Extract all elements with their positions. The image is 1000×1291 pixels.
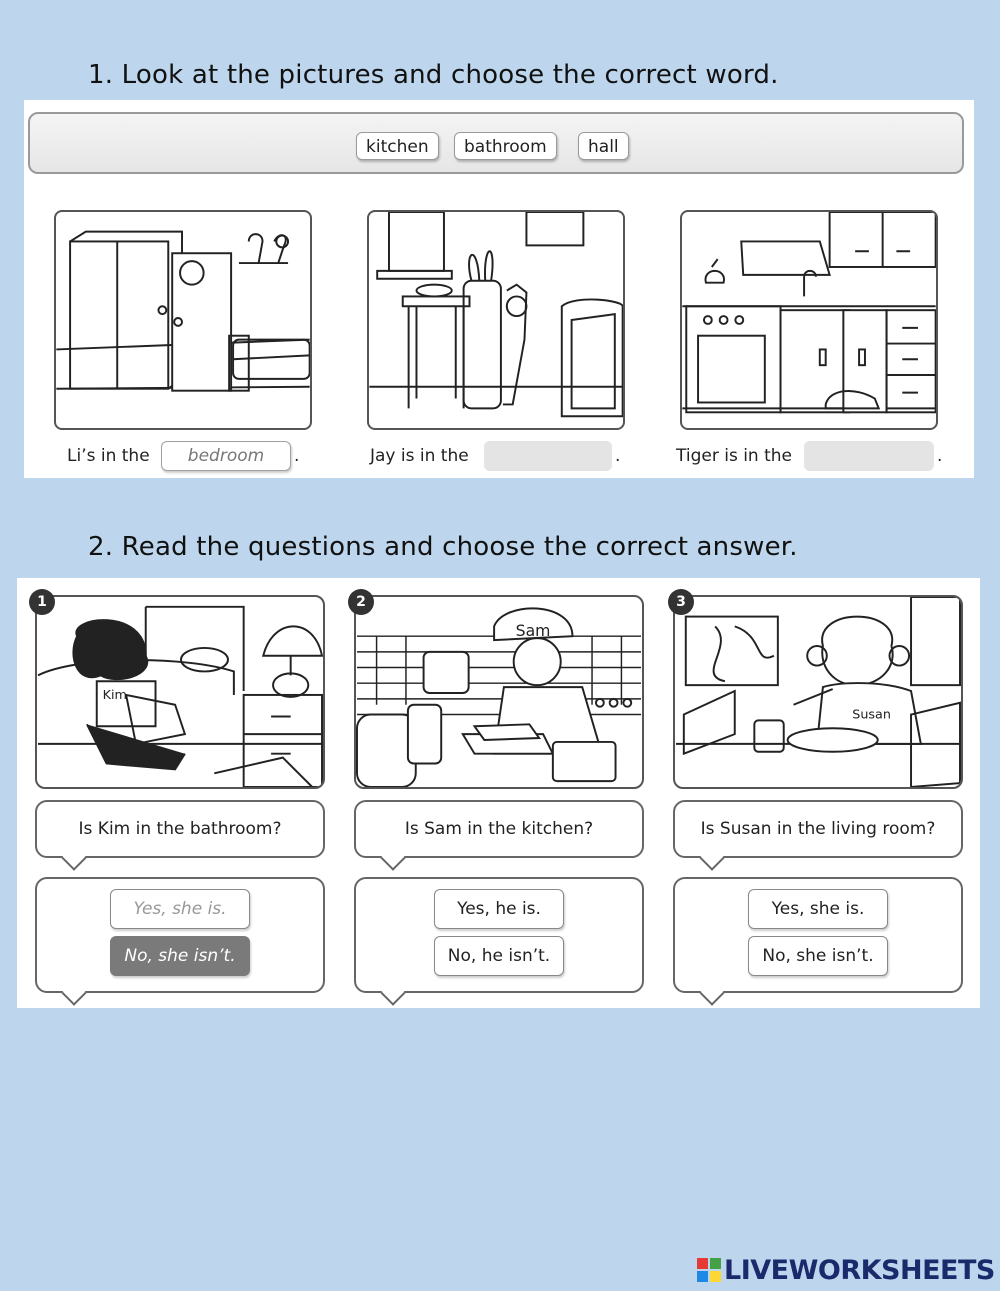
bubble-tail — [61, 980, 86, 1005]
answer-option-no-3[interactable]: No, she isn’t. — [748, 936, 888, 976]
shirt-label-kim: Kim — [102, 687, 127, 703]
susan-eating-illustration — [675, 597, 961, 787]
brand-name: LIVEWORKSHEETS — [724, 1255, 995, 1286]
scene-sam-kitchen — [354, 595, 644, 789]
section2-heading: 2. Read the questions and choose the correct answer. — [88, 532, 798, 562]
bedroom-illustration — [56, 212, 310, 428]
section1-heading: 1. Look at the pictures and choose the correct word. — [88, 60, 779, 90]
kim-reading-illustration — [37, 597, 323, 787]
question-text-2: Is Sam in the kitchen? — [404, 819, 594, 839]
answer-blank-2[interactable] — [484, 441, 612, 471]
answer-option-yes-2[interactable]: Yes, he is. — [434, 889, 564, 929]
sentence-1-period: . — [294, 446, 300, 466]
question-text-3: Is Susan in the living room? — [700, 819, 936, 839]
picture-hall — [367, 210, 625, 430]
liveworksheets-logo — [697, 1255, 995, 1287]
answer-blank-1[interactable]: bedroom — [161, 441, 291, 471]
sentence-3-period: . — [937, 446, 943, 466]
picture-kitchen — [680, 210, 938, 430]
scene-kim-bedroom — [35, 595, 325, 789]
scene-susan-dining — [673, 595, 963, 789]
sentence-2-period: . — [615, 446, 621, 466]
question-bubble-1 — [35, 800, 325, 858]
sentence-2-prefix: Jay is in the — [370, 446, 469, 466]
word-bank — [28, 112, 964, 174]
word-chip-kitchen[interactable]: kitchen — [356, 132, 439, 160]
question-number-badge: 1 — [29, 589, 55, 615]
section2-panel — [17, 578, 980, 1008]
question-bubble-3 — [673, 800, 963, 858]
question-text-1: Is Kim in the bathroom? — [78, 819, 282, 839]
sentence-3-prefix: Tiger is in the — [676, 446, 793, 466]
answer-option-no-2[interactable]: No, he isn’t. — [434, 936, 564, 976]
section1-panel — [24, 100, 974, 478]
answer-option-yes-3[interactable]: Yes, she is. — [748, 889, 888, 929]
cap-label-sam: Sam — [515, 621, 551, 641]
bubble-tail — [699, 980, 724, 1005]
kitchen-illustration — [682, 212, 936, 428]
answer-blank-3[interactable] — [804, 441, 934, 471]
question-number-badge: 3 — [668, 589, 694, 615]
question-bubble-2 — [354, 800, 644, 858]
answer-bubble-1 — [35, 877, 325, 993]
sam-sandwich-illustration — [356, 597, 642, 787]
picture-bedroom — [54, 210, 312, 430]
word-chip-hall[interactable]: hall — [578, 132, 629, 160]
shirt-label-susan: Susan — [852, 707, 891, 723]
hall-illustration — [369, 212, 623, 428]
word-chip-bathroom[interactable]: bathroom — [454, 132, 557, 160]
question-number-badge: 2 — [348, 589, 374, 615]
answer-bubble-3 — [673, 877, 963, 993]
liveworksheets-logo-icon — [697, 1258, 721, 1282]
answer-option-no-1[interactable]: No, she isn’t. — [110, 936, 250, 976]
answer-option-yes-1[interactable]: Yes, she is. — [110, 889, 250, 929]
bubble-tail — [380, 980, 405, 1005]
sentence-1-prefix: Li’s in the — [67, 446, 150, 466]
answer-bubble-2 — [354, 877, 644, 993]
